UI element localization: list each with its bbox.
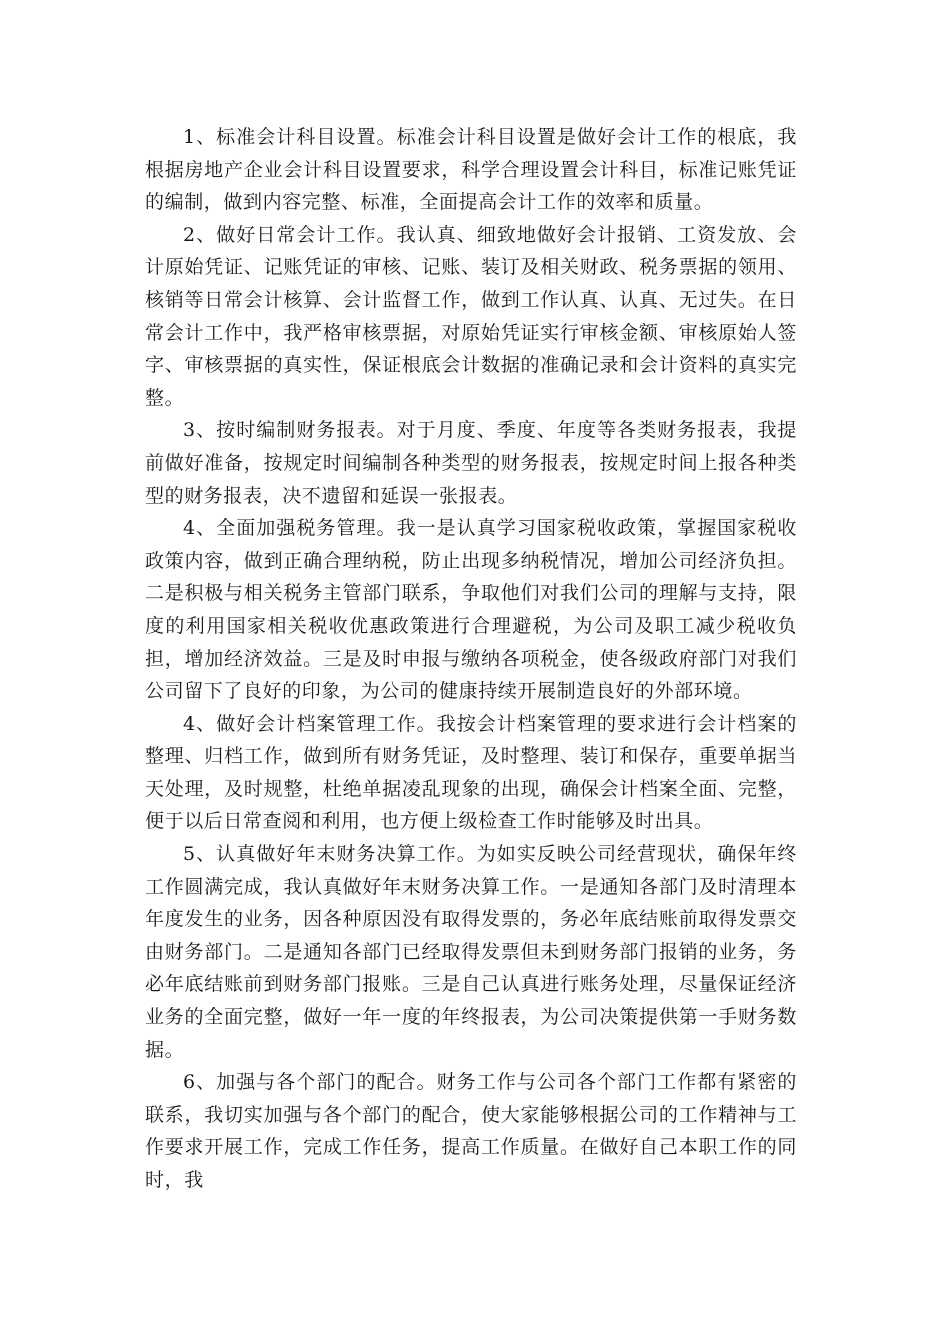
paragraph-chart-of-accounts: 1、标准会计科目设置。标准会计科目设置是做好会计工作的根底，我根据房地产企业会计科目设置要求，科学合理设置会计科目，标准记账凭证的编制，做到内容完整、标准，全面提高会计工作的效率和质量。 [145, 126, 797, 214]
paragraph-financial-statements: 3、按时编制财务报表。对于月度、季度、年度等各类财务报表，我提前做好准备，按规定时间编制各种类型的财务报表，按规定时间上报各种类型的财务报表，决不遗留和延误一张报表。 [145, 419, 797, 507]
paragraph-department-cooperation: 6、加强与各个部门的配合。财务工作与公司各个部门工作都有紧密的联系，我切实加强与各个部门的配合，使大家能够根据公司的工作精神与工作要求开展工作，完成工作任务，提高工作质量。在做好自己本职工作的同时，我 [145, 1071, 797, 1191]
paragraph-year-end-closing: 5、认真做好年末财务决算工作。为如实反映公司经营现状，确保年终工作圆满完成，我认真做好年末财务决算工作。一是通知各部门及时清理本年度发生的业务，因各种原因没有取得发票的，务必年底结账前取得发票交由财务部门。二是通知各部门已经取得发票但未到财务部门报销的业务，务必年底结账前到财务部门报账。三是自己认真进行账务处理，尽量保证经济业务的全面完整，做好一年一度的年终报表，为公司决策提供第一手财务数据。 [145, 843, 797, 1061]
paragraph-daily-accounting: 2、做好日常会计工作。我认真、细致地做好会计报销、工资发放、会计原始凭证、记账凭证的审核、记账、装订及相关财政、税务票据的领用、核销等日常会计核算、会计监督工作，做到工作认真、认真、无过失。在日常会计工作中，我严格审核票据，对原始凭证实行审核金额、审核原始人签字、审核票据的真实性，保证根底会计数据的准确记录和会计资料的真实完整。 [145, 223, 797, 409]
paragraph-archive-management: 4、做好会计档案管理工作。我按会计档案管理的要求进行会计档案的整理、归档工作，做到所有财务凭证，及时整理、装订和保存，重要单据当天处理，及时规整，杜绝单据凌乱现象的出现，确保会计档案全面、完整，便于以后日常查阅和利用，也方便上级检查工作时能够及时出具。 [145, 712, 797, 833]
document-body [145, 121, 797, 1197]
paragraph-tax-management: 4、全面加强税务管理。我一是认真学习国家税收政策，掌握国家税收政策内容，做到正确合理纳税，防止出现多纳税情况，增加公司经济负担。二是积极与相关税务主管部门联系，争取他们对我们公司的理解与支持，限度的利用国家相关税收优惠政策进行合理避税，为公司及职工减少税收负担，增加经济效益。三是及时申报与缴纳各项税金，使各级政府部门对我们公司留下了良好的印象，为公司的健康持续开展制造良好的外部环境。 [145, 517, 797, 703]
